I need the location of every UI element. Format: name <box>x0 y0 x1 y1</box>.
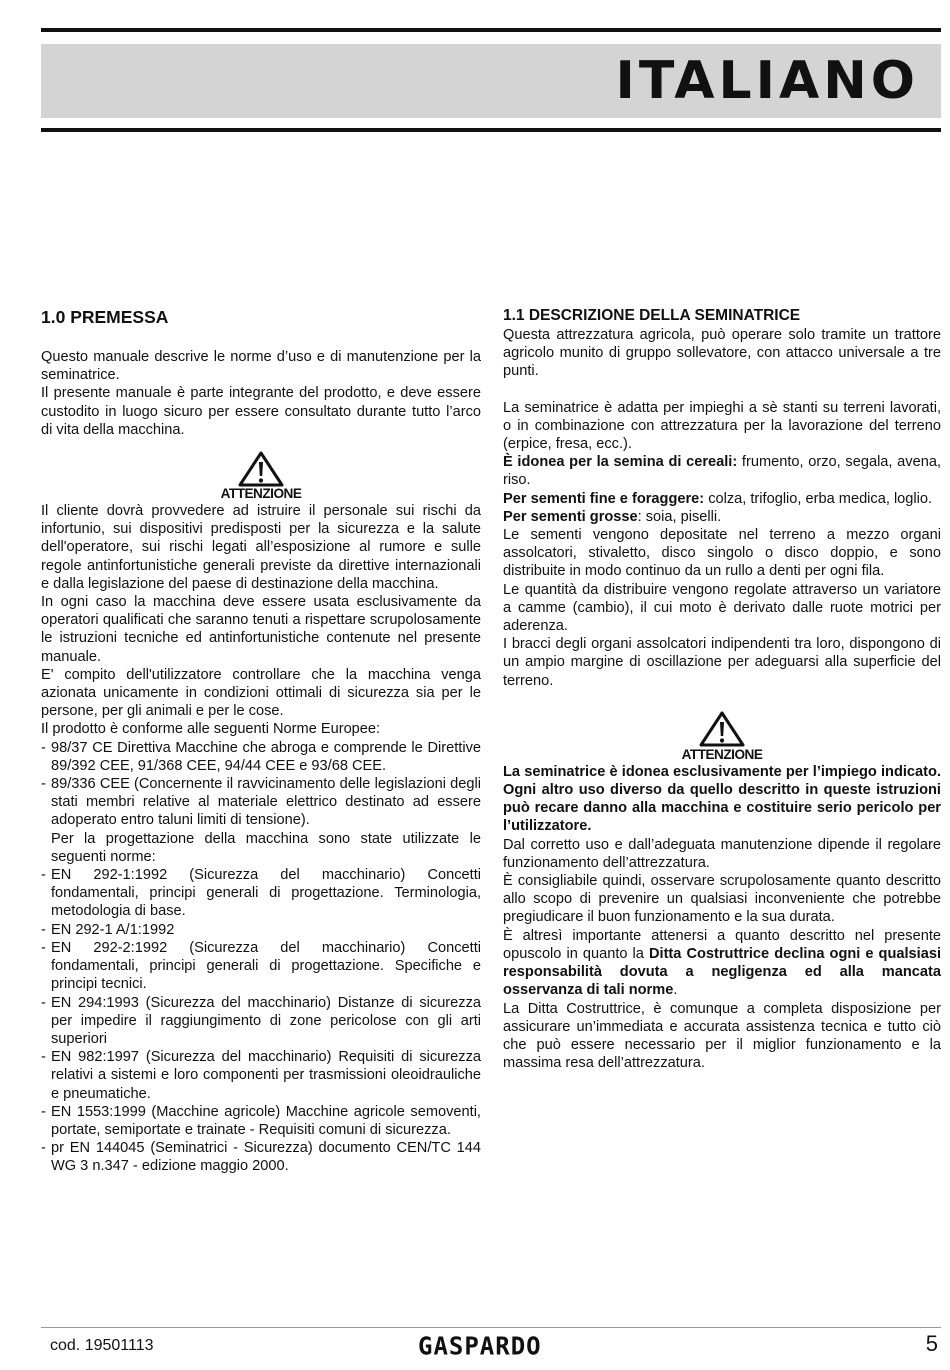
footer-rule <box>41 1327 941 1328</box>
paragraph: Questo manuale descrive le norme d’uso e di manutenzione per la seminatrice. <box>41 349 481 384</box>
norms-note: Per la progettazione della macchina sono state utilizzate le seguenti norme: <box>51 830 481 865</box>
bold-lead: Per sementi fine e foraggere: <box>503 490 705 507</box>
paragraph: In ogni caso la macchina deve essere usata esclusivamente da operatori qualificati che saranno tenuti a rispettare scrupolosamente le istruzioni tecniche ed antinfortunistiche contenute nel presente manuale. <box>41 594 481 665</box>
warning-text: La seminatrice è idonea esclusivamente per l’impiego indicato. Ogni altro uso diverso da quello descritto in queste istruzioni può recare danno alla macchina e costituire serio pericolo per l’utilizzatore. <box>503 763 941 835</box>
paragraph-fini <box>503 490 941 508</box>
inline-text: frumento, orzo, segala, avena, riso. <box>503 454 941 489</box>
paragraph: La Ditta Costruttrice, è comunque a completa disposizione per assicurare un’immediata e accurata assistenza tecnica e tutto ciò che può essere necessario per il miglior funzionamento e la massima resa dell’attrezzatura. <box>503 1000 941 1072</box>
header-banner <box>41 44 941 118</box>
norms-list-directives <box>41 739 481 830</box>
left-column <box>41 306 481 1176</box>
paragraph-responsabilita <box>503 927 941 1000</box>
paragraph: È consigliabile quindi, osservare scrupolosamente quanto descritto allo scopo di prevenire un qualsiasi inconveniente che potrebbe pregiudicare il buon funzionamento e la sua durata. <box>503 873 941 926</box>
warning-label: ATTENZIONE <box>220 486 302 502</box>
warning-block <box>503 710 941 763</box>
section-heading-premessa: 1.0 PREMESSA <box>41 307 169 327</box>
page-title: ITALIANO <box>615 51 919 111</box>
paragraph: Dal corretto uso e dall’adeguata manutenzione dipende il regolare funzionamento dell’attrezzatura. <box>503 836 941 871</box>
paragraph: E' compito dell'utilizzatore controllare che la macchina venga azionata unicamente in condizioni ottimali di sicurezza sia per le persone, per gli animali e per le cose. <box>41 666 481 720</box>
list-item: - EN 1553:1999 (Macchine agricole) Macchine agricole semoventi, portate, semiportate e trainate - Requisiti comuni di sicurezza. <box>41 1103 481 1139</box>
paragraph-grosse <box>503 508 941 526</box>
paragraph-gap <box>503 381 941 399</box>
norms-list-standards <box>41 866 481 1175</box>
warning-triangle-icon <box>699 710 745 748</box>
document-code: cod. 19501113 <box>50 1337 154 1354</box>
list-item: - 98/37 CE Direttiva Macchine che abroga e comprende le Direttive 89/392 CEE, 91/368 CEE, 94/44 CEE e 93/68 CEE. <box>41 739 481 775</box>
paragraph: Le sementi vengono depositate nel terreno a mezzo organi assolcatori, stivaletto, disco singolo o disco doppio, e sono distribuite in modo continuo da un rullo a denti per ogni fila. <box>503 527 941 580</box>
list-item: - EN 294:1993 (Sicurezza del macchinario) Distanze di sicurezza per impedire il raggiungimento di zone pericolose con gli arti superiori <box>41 994 481 1049</box>
list-item: - pr EN 144045 (Seminatrici - Sicurezza) documento CEN/TC 144 WG 3 n.347 - edizione maggio 2000. <box>41 1139 481 1175</box>
list-item: - EN 292-2:1992 (Sicurezza del macchinario) Concetti fondamentali, principi generali di progettazione. Specifiche e principi tecnici. <box>41 939 481 994</box>
brand-logo: GASPARDO <box>418 1331 542 1361</box>
paragraph: I bracci degli organi assolcatori indipendenti tra loro, dispongono di un ampio margine di oscillazione per adeguarsi alla superficie del terreno. <box>503 636 941 689</box>
top-rule <box>41 28 941 32</box>
right-column <box>503 306 941 1072</box>
paragraph: Le quantità da distribuire vengono regolate attraverso un variatore a camme (cambio), il cui moto è derivato dalle ruote motrici per aderenza. <box>503 581 941 635</box>
paragraph: Il prodotto è conforme alle seguenti Norme Europee: <box>41 721 381 738</box>
paragraph: Questa attrezzatura agricola, può operare solo tramite un trattore agricolo munito di gruppo sollevatore, con attacco universale a tre punti. <box>503 327 941 380</box>
inline-text: È altresì importante attenersi a quanto descritto nel presente opuscolo in quanto la <box>503 927 941 962</box>
list-item: - EN 292-1 A/1:1992 <box>41 921 481 939</box>
paragraph: Il cliente dovrà provvedere ad istruire il personale sui rischi da infortunio, sui dispositivi predisposti per la sicurezza e la salute dell'operatore, sui rischi legati all’esposizione al rumore e sulle regole antinfortunistiche generali previste da direttive internazionali e dalla legislazione del paese di destinazione della macchina. <box>41 503 481 592</box>
bold-lead: Per sementi grosse <box>503 508 638 525</box>
list-item: - EN 982:1997 (Sicurezza del macchinario) Requisiti di sicurezza relativi a sistemi e loro componenti per trasmissioni oleoidrauliche e pneumatiche. <box>41 1048 481 1103</box>
warning-block <box>41 451 481 502</box>
warning-triangle-icon <box>238 451 284 487</box>
page-number: 5 <box>925 1331 938 1356</box>
inline-text: : soia, piselli. <box>637 508 722 525</box>
warning-label: ATTENZIONE <box>681 746 763 762</box>
bold-lead: È idonea per la semina di cereali: <box>503 454 738 471</box>
paragraph: Il presente manuale è parte integrante del prodotto, e deve essere custodito in luogo sicuro per essere consultato durante tutto l’arco di vita della macchina. <box>41 385 481 438</box>
inline-text: . <box>673 982 678 999</box>
inline-text: colza, trifoglio, erba medica, loglio. <box>704 490 933 507</box>
section-heading-descrizione: 1.1 DESCRIZIONE DELLA SEMINATRICE <box>503 307 801 324</box>
paragraph: La seminatrice è adatta per impieghi a sè stanti su terreni lavorati, o in combinazione con attrezzatura per la lavorazione del terreno (erpice, fresa, ecc.). <box>503 399 941 453</box>
bold-inline: Ditta Costruttrice declina ogni e qualsiasi responsabilità dovuta a negligenza ed alla mancata osservanza di tali norme <box>503 945 941 999</box>
header-bottom-rule <box>41 128 941 132</box>
list-item: - 89/336 CEE (Concernente il ravvicinamento delle legislazioni degli stati membri relative al materiale elettrico destinato ad essere adoperato entro taluni limiti di tensione). <box>41 775 481 830</box>
list-item: - EN 292-1:1992 (Sicurezza del macchinario) Concetti fondamentali, principi generali di progettazione. Terminologia, metodologia di base. <box>41 866 481 921</box>
paragraph-cereali <box>503 453 941 489</box>
